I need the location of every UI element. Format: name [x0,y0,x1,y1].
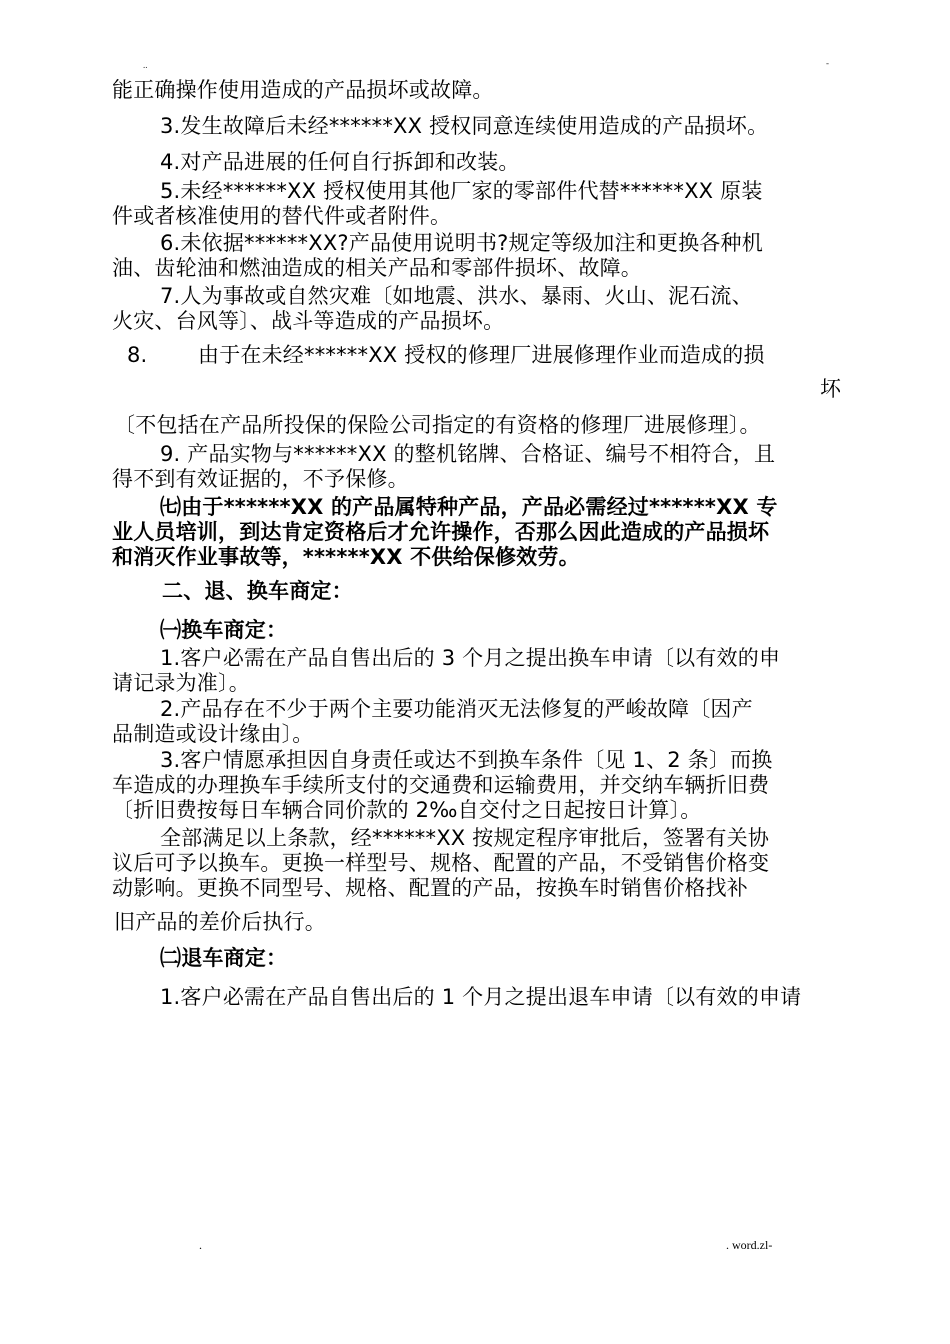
text-line: 9. 产品实物与******XX 的整机铭牌、合格证、编号不相符合，且 [160,442,776,466]
text-line: 火灾、台风等〕、战斗等造成的产品损坏。 [112,309,505,333]
text-line: 1.客户必需在产品自售出后的 1 个月之提出退车申请〔以有效的申请 [160,985,802,1009]
text-line: 得不到有效证据的，不予保修。 [112,467,409,491]
text-line: 件或者核准使用的替代件或者附件。 [112,204,452,228]
text-line: 旧产品的差价后执行。 [114,910,326,934]
text-line: 3.客户情愿承担因自身责任或达不到换车条件〔见 1、2 条〕而换 [160,748,773,772]
text-line: 品制造或设计缘由〕。 [112,722,314,746]
text-line: 全部满足以上条款，经******XX 按规定程序审批后，签署有关协 [160,826,770,850]
subsection-heading: ㈠换车商定： [160,618,288,642]
text-line: 议后可予以换车。更换一样型号、规格、配置的产品，不受销售价格变 [112,851,770,875]
text-line: 6.未依据******XX?产品使用说明书?规定等级加注和更换各种机 [160,231,763,255]
footer-left: . [199,1238,202,1252]
text-line: 〔折旧费按每日车辆合同价款的 2‰自交付之日起按日计算〕。 [112,798,702,822]
text-line: 7.人为事故或自然灾难〔如地震、洪水、暴雨、火山、泥石流、 [160,284,753,308]
header-left-mark: .. [143,60,148,70]
text-line: 〔不包括在产品所投保的保险公司指定的有资格的修理厂进展修理〕。 [114,413,761,437]
text-line: 业人员培训，到达肯定资格后才允许操作，否那么因此造成的产品损坏 [112,520,770,544]
text-line: 请记录为准〕。 [112,671,250,695]
text-line: 坏 [820,377,842,401]
text-line: 1.客户必需在产品自售出后的 3 个月之提出换车申请〔以有效的申 [160,646,781,670]
text-line: 3.发生故障后未经******XX 授权同意连续使用造成的产品损坏。 [160,114,769,138]
text-line: ㈦由于******XX 的产品属特种产品，产品必需经过******XX 专 [160,495,778,519]
text-line: 5.未经******XX 授权使用其他厂家的零部件代替******XX 原装 [160,179,763,203]
text-line: 由于在未经******XX 授权的修理厂进展修理作业而造成的损 [198,343,765,367]
section-heading: 二、退、换车商定： [162,579,353,603]
footer-right: . word.zl- [726,1238,773,1252]
header-right-mark: - [826,58,829,68]
item-number: 8. [127,343,148,367]
text-line: 能正确操作使用造成的产品损坏或故障。 [112,78,494,102]
text-line: 动影响。更换不同型号、规格、配置的产品，按换车时销售价格找补 [112,876,748,900]
text-line: 2.产品存在不少于两个主要功能消灭无法修复的严峻故障〔因产 [160,697,753,721]
text-line: 4.对产品进展的任何自行拆卸和改装。 [160,150,520,174]
text-line: 和消灭作业事故等，******XX 不供给保修效劳。 [112,545,580,569]
text-line: 车造成的办理换车手续所支付的交通费和运输费用，并交纳车辆折旧费 [112,773,770,797]
text-line: 油、齿轮油和燃油造成的相关产品和零部件损坏、故障。 [112,256,642,280]
subsection-heading: ㈡退车商定： [160,946,288,970]
